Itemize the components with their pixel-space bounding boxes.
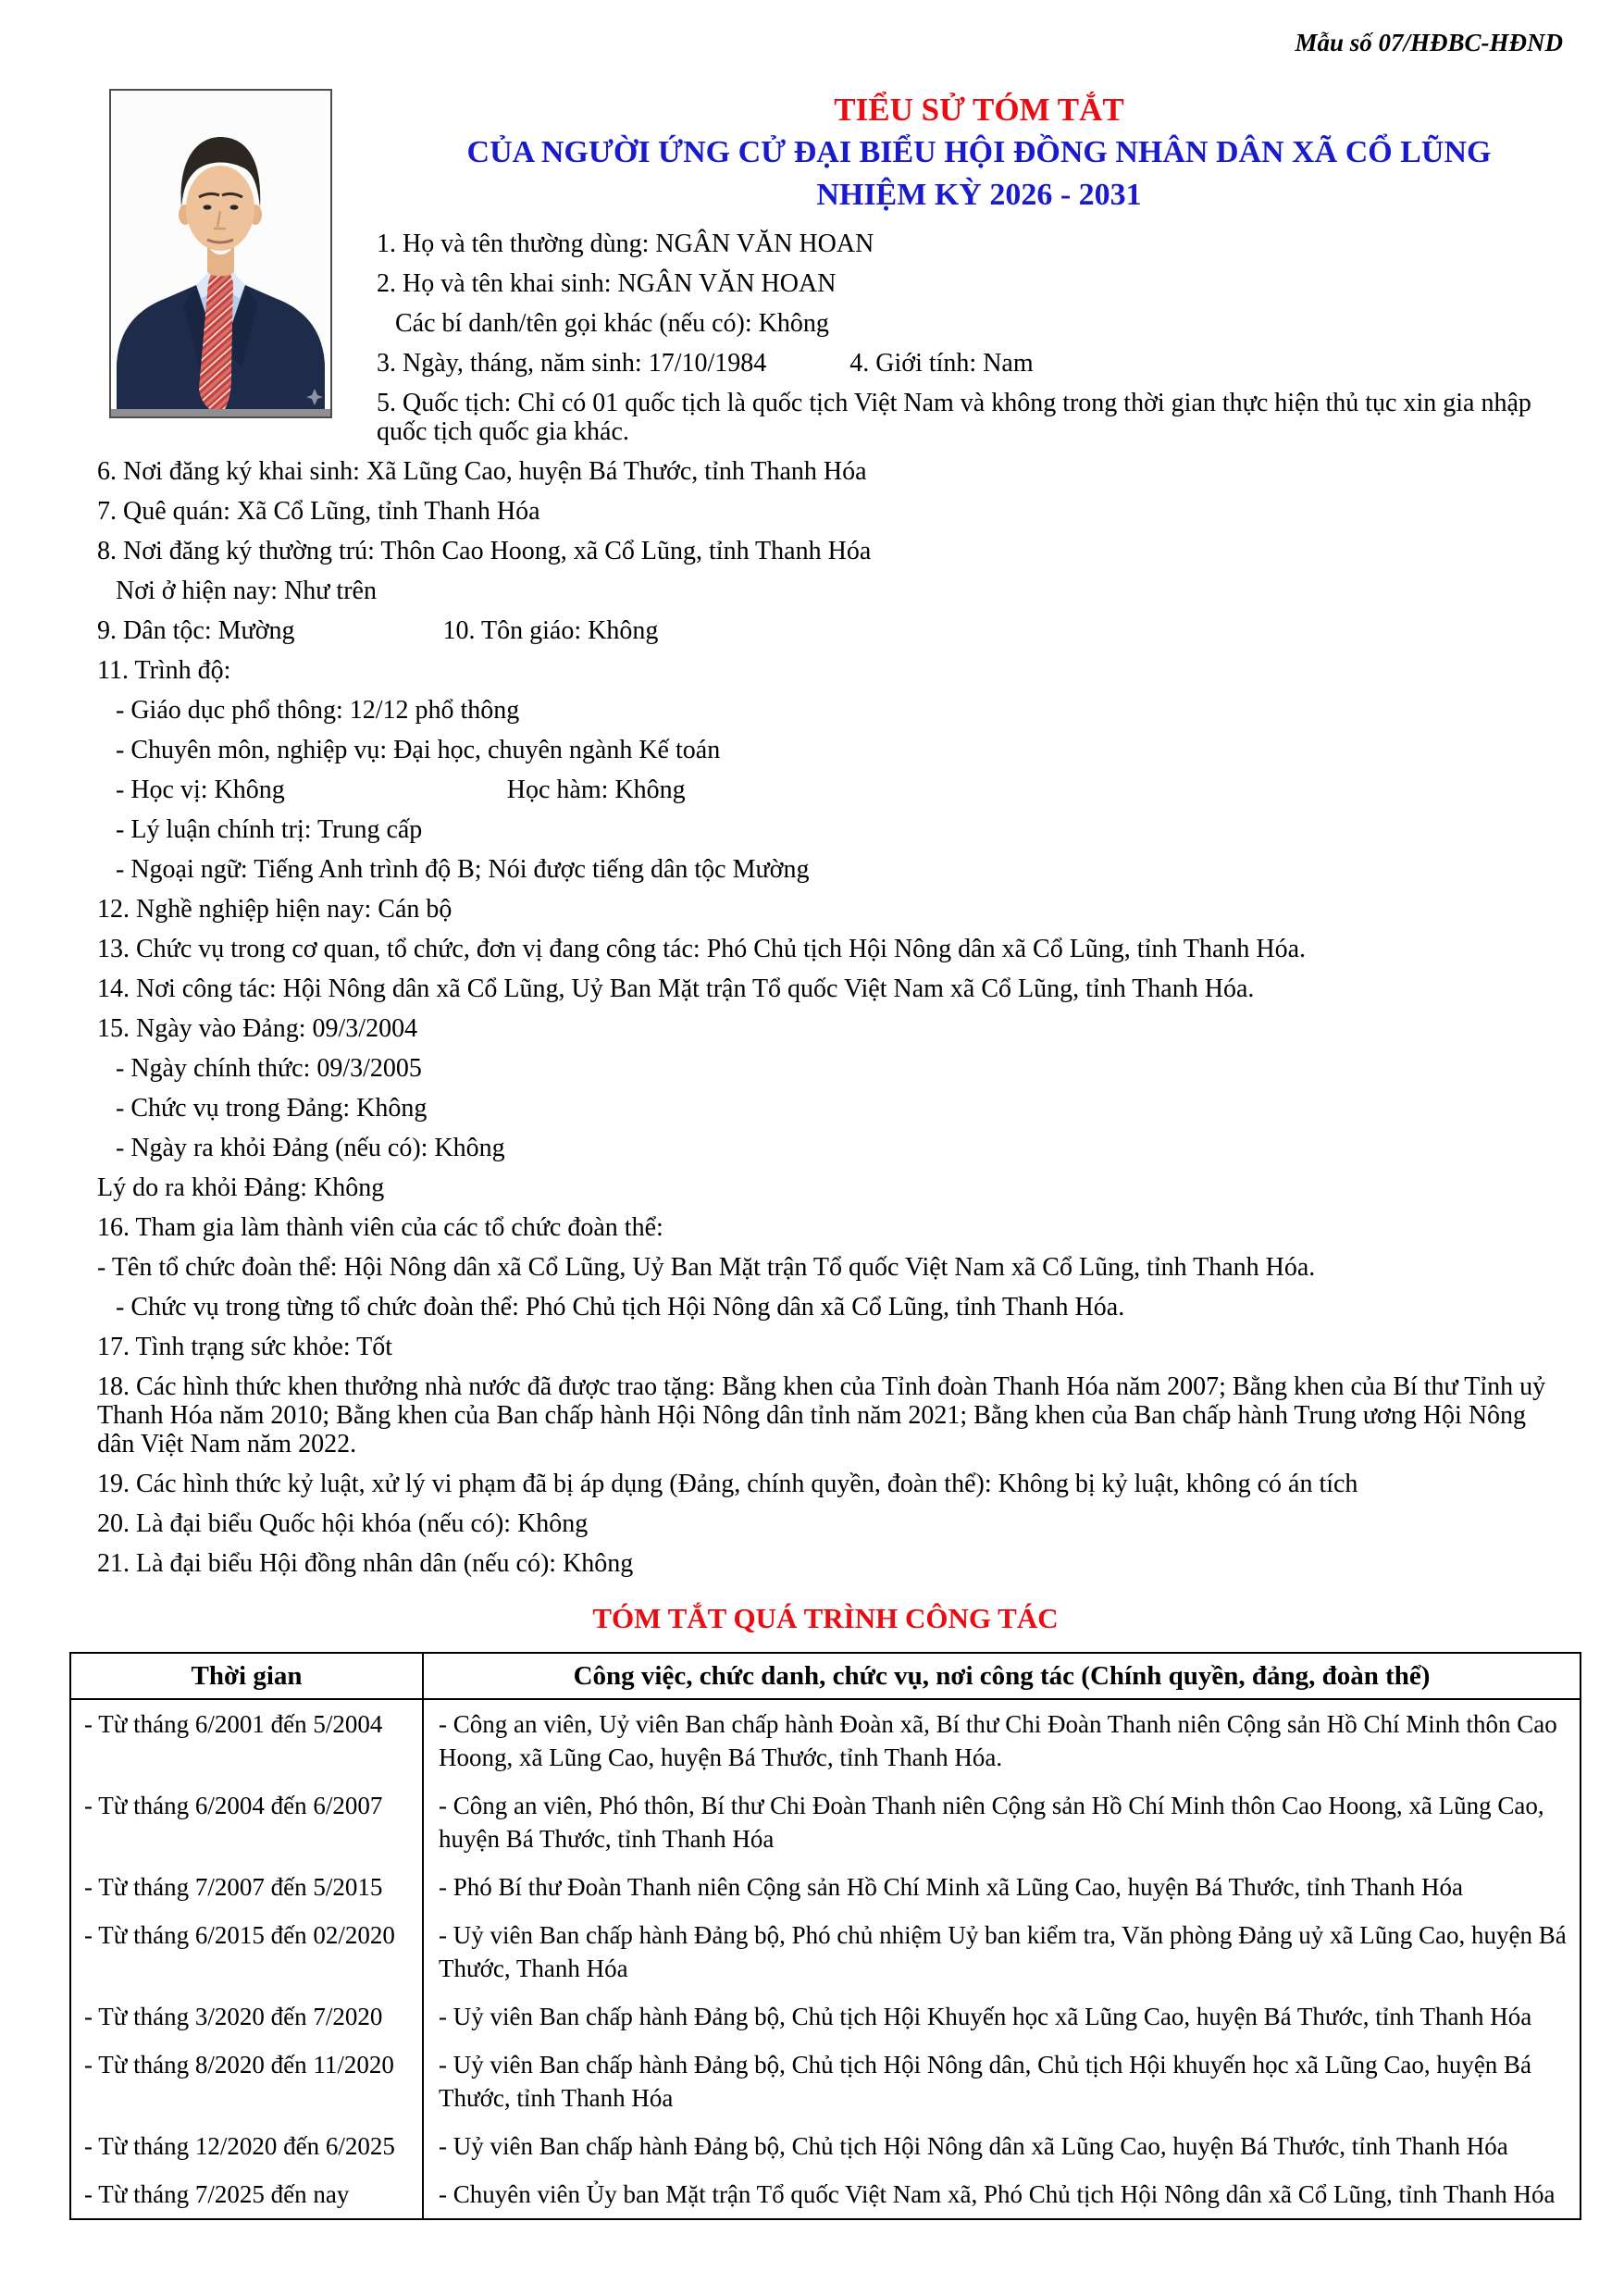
work-description: - Uỷ viên Ban chấp hành Đảng bộ, Chủ tịch Hội Nông dân, Chủ tịch Hội khuyến học xã Lũng Cao, huyện Bá Thước, tỉnh Thanh Hóa xyxy=(423,2041,1581,2122)
bio-item xyxy=(97,1134,1565,1162)
work-history-row xyxy=(70,1781,1581,1863)
bio-item xyxy=(97,577,1565,605)
work-period: - Từ tháng 7/2025 đến nay xyxy=(70,2170,423,2219)
work-history-title: TÓM TẮT QUÁ TRÌNH CÔNG TÁC xyxy=(592,1602,1059,1634)
bio-item-text: 1. Họ và tên thường dùng: NGÂN VĂN HOAN xyxy=(377,230,874,258)
bio-item xyxy=(97,1293,1565,1322)
bio-item-text: - Ngày ra khỏi Đảng (nếu có): Không xyxy=(116,1134,505,1162)
bio-item xyxy=(97,497,1565,526)
work-description: - Uỷ viên Ban chấp hành Đảng bộ, Chủ tịch Hội Khuyến học xã Lũng Cao, huyện Bá Thước, tỉnh Thanh Hóa xyxy=(423,1992,1581,2041)
bio-item xyxy=(97,1094,1565,1123)
bio-item-text: - Ngoại ngữ: Tiếng Anh trình độ B; Nói được tiếng dân tộc Mường xyxy=(116,855,810,884)
bio-item xyxy=(97,457,1565,486)
bio-item-text-secondary: 10. Tôn giáo: Không xyxy=(442,616,659,645)
bio-item-text: 20. Là đại biểu Quốc hội khóa (nếu có): Không xyxy=(97,1509,589,1538)
bio-item-text: 19. Các hình thức kỷ luật, xử lý vi phạm đã bị áp dụng (Đảng, chính quyền, đoàn thể): Không bị kỷ luật, không có án tích xyxy=(97,1470,1358,1498)
bio-item xyxy=(97,696,1565,725)
work-history-row xyxy=(70,2122,1581,2170)
work-history-row xyxy=(70,1863,1581,1911)
bio-item-text: 18. Các hình thức khen thưởng nhà nước đã được trao tặng: Bằng khen của Tỉnh đoàn Thanh Hóa năm 2007; Bằng khen của Bí thư Tỉnh uỷ Thanh Hóa năm 2010; Bằng khen của Ban chấp hành Hội Nông dân tỉnh năm 2021; Bằng khen của Ban chấp hành Trung ương Hội Nông dân Việt Nam năm 2022. xyxy=(97,1372,1546,1458)
work-history-row xyxy=(70,2041,1581,2122)
bio-item xyxy=(97,1213,1565,1242)
work-period: - Từ tháng 6/2015 đến 02/2020 xyxy=(70,1911,423,1992)
bio-item xyxy=(97,1173,1565,1202)
work-period: - Từ tháng 3/2020 đến 7/2020 xyxy=(70,1992,423,2041)
work-history-row xyxy=(70,1699,1581,1781)
form-code: Mẫu số 07/HĐBC-HĐND xyxy=(1295,29,1563,56)
bio-item xyxy=(97,1054,1565,1083)
bio-item-text: 14. Nơi công tác: Hội Nông dân xã Cổ Lũng, Uỷ Ban Mặt trận Tổ quốc Việt Nam xã Cổ Lũng, tỉnh Thanh Hóa. xyxy=(97,974,1255,1003)
bio-item xyxy=(97,776,1565,804)
bio-item-text: 5. Quốc tịch: Chỉ có 01 quốc tịch là quốc tịch Việt Nam và không trong thời gian thực hiện thủ tục xin gia nhập quốc tịch quốc gia khác. xyxy=(377,389,1531,446)
candidate-photo xyxy=(109,89,332,418)
bio-item-text: 21. Là đại biểu Hội đồng nhân dân (nếu có): Không xyxy=(97,1549,634,1578)
work-description: - Chuyên viên Ủy ban Mặt trận Tổ quốc Việt Nam xã, Phó Chủ tịch Hội Nông dân xã Cổ Lũng, tỉnh Thanh Hóa xyxy=(423,2170,1581,2219)
bio-item-text: - Chuyên môn, nghiệp vụ: Đại học, chuyên ngành Kế toán xyxy=(116,736,721,764)
bio-item-text: - Chức vụ trong Đảng: Không xyxy=(116,1094,428,1123)
bio-item-text: 2. Họ và tên khai sinh: NGÂN VĂN HOAN xyxy=(377,269,837,298)
bio-item xyxy=(97,736,1565,764)
bio-item-text-secondary: 4. Giới tính: Nam xyxy=(849,349,1034,378)
work-history-header-row xyxy=(70,1653,1581,1699)
work-description: - Công an viên, Phó thôn, Bí thư Chi Đoàn Thanh niên Cộng sản Hồ Chí Minh thôn Cao Hoong, xã Lũng Cao, huyện Bá Thước, tỉnh Thanh Hóa xyxy=(423,1781,1581,1863)
bio-item-text: 12. Nghề nghiệp hiện nay: Cán bộ xyxy=(97,895,452,924)
bio-item-text: - Học vị: Không xyxy=(116,776,285,804)
work-period: - Từ tháng 6/2001 đến 5/2004 xyxy=(70,1699,423,1781)
work-description: - Uỷ viên Ban chấp hành Đảng bộ, Phó chủ nhiệm Uỷ ban kiểm tra, Văn phòng Đảng uỷ xã Lũng Cao, huyện Bá Thước, Thanh Hóa xyxy=(423,1911,1581,1992)
bio-item xyxy=(97,1549,1565,1578)
bio-item xyxy=(97,1509,1565,1538)
column-header-time: Thời gian xyxy=(70,1653,423,1699)
bio-item-text: 9. Dân tộc: Mường xyxy=(97,616,295,645)
bio-item-text-secondary: Học hàm: Không xyxy=(506,776,686,804)
bio-item-text: Các bí danh/tên gọi khác (nếu có): Không xyxy=(395,309,829,338)
bio-item-text: 13. Chức vụ trong cơ quan, tổ chức, đơn vị đang công tác: Phó Chủ tịch Hội Nông dân xã Cổ Lũng, tỉnh Thanh Hóa. xyxy=(97,935,1307,963)
work-description: - Uỷ viên Ban chấp hành Đảng bộ, Chủ tịch Hội Nông dân xã Lũng Cao, huyện Bá Thước, tỉnh Thanh Hóa xyxy=(423,2122,1581,2170)
bio-list xyxy=(69,230,1581,1578)
bio-item xyxy=(97,1014,1565,1043)
work-period: - Từ tháng 8/2020 đến 11/2020 xyxy=(70,2041,423,2122)
work-description: - Phó Bí thư Đoàn Thanh niên Cộng sản Hồ Chí Minh xã Lũng Cao, huyện Bá Thước, tỉnh Thanh Hóa xyxy=(423,1863,1581,1911)
bio-item xyxy=(97,855,1565,884)
bio-item xyxy=(97,1253,1565,1282)
work-period: - Từ tháng 12/2020 đến 6/2025 xyxy=(70,2122,423,2170)
bio-item-text: Nơi ở hiện nay: Như trên xyxy=(116,577,377,605)
bio-item-text: - Giáo dục phổ thông: 12/12 phổ thông xyxy=(116,696,520,725)
document-title: TIỂU SỬ TÓM TẮT xyxy=(834,92,1124,128)
work-history-table xyxy=(69,1652,1581,2220)
bio-item xyxy=(97,815,1565,844)
column-header-desc: Công việc, chức danh, chức vụ, nơi công tác (Chính quyền, đảng, đoàn thể) xyxy=(423,1653,1581,1699)
bio-item-text: - Ngày chính thức: 09/3/2005 xyxy=(116,1054,422,1083)
bio-item xyxy=(97,656,1565,685)
bio-item-text: - Chức vụ trong từng tổ chức đoàn thể: Phó Chủ tịch Hội Nông dân xã Cổ Lũng, tỉnh Thanh Hóa. xyxy=(116,1293,1125,1322)
bio-item-text: 15. Ngày vào Đảng: 09/3/2004 xyxy=(97,1014,418,1043)
work-description: - Công an viên, Uỷ viên Ban chấp hành Đoàn xã, Bí thư Chi Đoàn Thanh niên Cộng sản Hồ Chí Minh thôn Cao Hoong, xã Lũng Cao, huyện Bá Thước, tỉnh Thanh Hóa. xyxy=(423,1699,1581,1781)
document-header xyxy=(377,89,1581,217)
bio-item-text: - Lý luận chính trị: Trung cấp xyxy=(116,815,423,844)
work-history-row xyxy=(70,1911,1581,1992)
bio-item-text: 3. Ngày, tháng, năm sinh: 17/10/1984 xyxy=(377,349,767,378)
bio-item-text: 17. Tình trạng sức khỏe: Tốt xyxy=(97,1333,392,1361)
bio-item xyxy=(97,537,1565,565)
bio-item xyxy=(97,935,1565,963)
work-history-body xyxy=(70,1699,1581,2219)
bio-item-text: 8. Nơi đăng ký thường trú: Thôn Cao Hoong, xã Cổ Lũng, tỉnh Thanh Hóa xyxy=(97,537,872,565)
bio-item xyxy=(97,1372,1565,1458)
work-history-row xyxy=(70,2170,1581,2219)
work-history-row xyxy=(70,1992,1581,2041)
bio-item xyxy=(97,974,1565,1003)
bio-item-text: 16. Tham gia làm thành viên của các tổ chức đoàn thể: xyxy=(97,1213,663,1242)
bio-item-text: - Tên tổ chức đoàn thể: Hội Nông dân xã Cổ Lũng, Uỷ Ban Mặt trận Tổ quốc Việt Nam xã Cổ Lũng, tỉnh Thanh Hóa. xyxy=(97,1253,1316,1282)
document-term: NHIỆM KỲ 2026 - 2031 xyxy=(816,178,1142,212)
bio-item xyxy=(97,1333,1565,1361)
portrait-illustration xyxy=(111,91,330,416)
work-period: - Từ tháng 7/2007 đến 5/2015 xyxy=(70,1863,423,1911)
bio-item-text: 11. Trình độ: xyxy=(97,656,231,685)
bio-item-text: 7. Quê quán: Xã Cổ Lũng, tỉnh Thanh Hóa xyxy=(97,497,540,526)
bio-item-text: Lý do ra khỏi Đảng: Không xyxy=(97,1173,385,1202)
bio-item-text: 6. Nơi đăng ký khai sinh: Xã Lũng Cao, huyện Bá Thước, tỉnh Thanh Hóa xyxy=(97,457,867,486)
document-subtitle: CỦA NGƯỜI ỨNG CỬ ĐẠI BIỂU HỘI ĐỒNG NHÂN DÂN XÃ CỔ LŨNG xyxy=(466,135,1492,169)
bio-item xyxy=(97,1470,1565,1498)
bio-item xyxy=(97,616,1565,645)
work-period: - Từ tháng 6/2004 đến 6/2007 xyxy=(70,1781,423,1863)
bio-item xyxy=(97,895,1565,924)
